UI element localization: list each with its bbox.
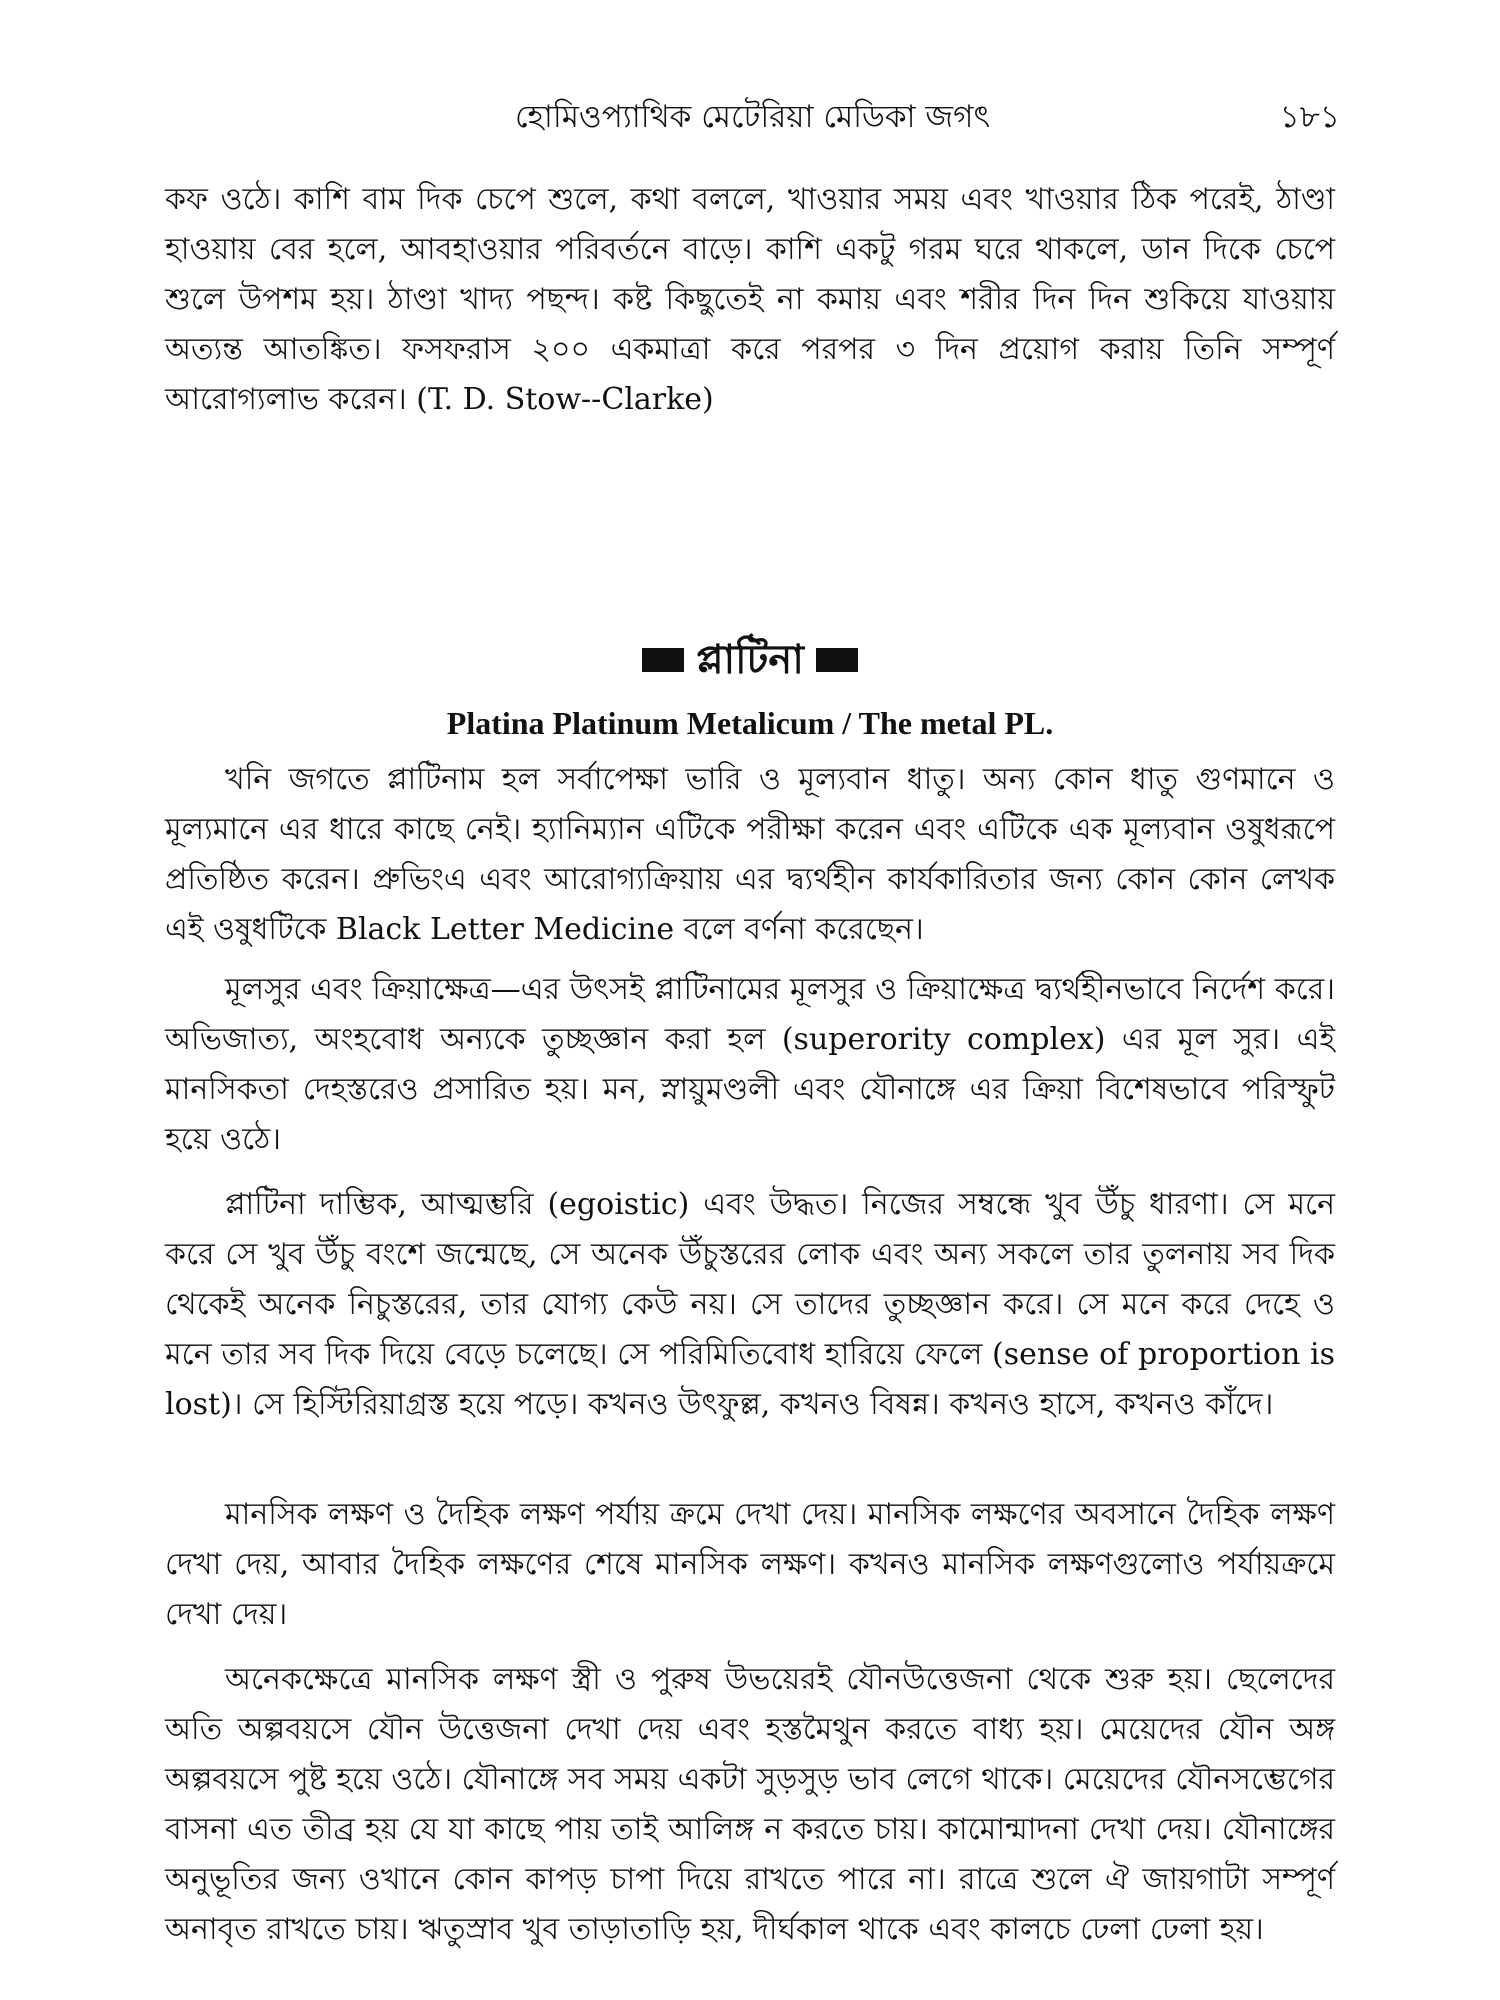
running-header	[165, 92, 1340, 142]
paragraph: খনি জগতে প্লাটিনাম হল সর্বাপেক্ষা ভারি ও মূল্যবান ধাতু। অন্য কোন ধাতু গুণমানে ও মূল্যমানে এর ধারে কাছে নেই। হ্যানিম্যান এটিকে পরীক্ষা করেন এবং এটিকে এক মূল্যবান ওষুধরূপে প্রতিষ্ঠিত করেন। প্রুভিংএ এবং আরোগ্যক্রিয়ায় এর দ্ব্যর্থহীন কার্যকারিতার জন্য কোন কোন লেখক এই ওষুধটিকে Black Letter Medicine বলে বর্ণনা করেছেন।	[165, 762, 1335, 947]
paragraph: মূলসুর এবং ক্রিয়াক্ষেত্র—এর উৎসই প্লাটিনামের মূলসুর ও ক্রিয়াক্ষেত্র দ্ব্যর্থহীনভাবে নির্দেশ করে। অভিজাত্য, অংহবোধ অন্যকে তুচ্ছজ্ঞান করা হল (superority complex) এর মূল সুর। এই মানসিকতা দেহস্তরেও প্রসারিত হয়। মন, স্নায়ুমণ্ডলী এবং যৌনাঙ্গে এর ক্রিয়া বিশেষভাবে পরিস্ফুট হয়ে ওঠে।	[165, 972, 1335, 1157]
running-title: হোমিওপ্যাথিক মেটেরিয়া মেডিকা জগৎ	[514, 99, 991, 135]
section-heading	[0, 630, 1500, 690]
section-subtitle: Platina Platinum Metalicum / The metal PL.	[446, 705, 1054, 741]
page-number: ১৮১	[1279, 99, 1340, 135]
paragraph: মানসিক লক্ষণ ও দৈহিক লক্ষণ পর্যায় ক্রমে দেখা দেয়। মানসিক লক্ষণের অবসানে দৈহিক লক্ষণ দেখা দেয়, আবার দৈহিক লক্ষণের শেষে মানসিক লক্ষণ। কখনও মানসিক লক্ষণগুলোও পর্যায়ক্রমে দেখা দেয়।	[165, 1497, 1335, 1632]
square-bullet-icon	[816, 648, 858, 672]
square-bullet-icon	[642, 648, 684, 672]
paragraph: অনেকক্ষেত্রে মানসিক লক্ষণ স্ত্রী ও পুরুষ উভয়েরই যৌনউত্তেজনা থেকে শুরু হয়। ছেলেদের অতি অল্পবয়সে যৌন উত্তেজনা দেখা দেয় এবং হস্তমৈথুন করতে বাধ্য হয়। মেয়েদের যৌন অঙ্গ অল্পবয়সে পুষ্ট হয়ে ওঠে। যৌনাঙ্গে সব সময় একটা সুড়সুড় ভাব লেগে থাকে। মেয়েদের যৌনসম্ভেগের বাসনা এত তীব্র হয় যে যা কাছে পায় তাই আলিঙ্গ ন করতে চায়। কামোন্মাদনা দেখা দেয়। যৌনাঙ্গের অনুভূতির জন্য ওখানে কোন কাপড় চাপা দিয়ে রাখতে পারে না। রাত্রে শুলে ঐ জায়গাটা সম্পূর্ণ অনাবৃত রাখতে চায়। ঋতুস্রাব খুব তাড়াতাড়ি হয়, দীর্ঘকাল থাকে এবং কালচে ঢেলা ঢেলা হয়।	[165, 1662, 1335, 1947]
paragraph: প্লাটিনা দাম্ভিক, আত্মম্ভরি (egoistic) এবং উদ্ধত। নিজের সম্বন্ধে খুব উঁচু ধারণা। সে মনে করে সে খুব উঁচু বংশে জন্মেছে, সে অনেক উঁচুস্তরের লোক এবং অন্য সকলে তার তুলনায় সব দিক থেকেই অনেক নিচুস্তরের, তার যোগ্য কেউ নয়। সে তাদের তুচ্ছজ্ঞান করে। সে মনে করে দেহে ও মনে তার সব দিক দিয়ে বেড়ে চলেছে। সে পরিমিতিবোধ হারিয়ে ফেলে (sense of proportion is lost)। সে হিস্টিরিয়াগ্রস্ত হয়ে পড়ে। কখনও উৎফুল্ল, কখনও বিষন্ন। কখনও হাসে, কখনও কাঁদে।	[165, 1187, 1335, 1422]
section-title: প্লাটিনা	[696, 636, 804, 683]
continued-paragraph: কফ ওঠে। কাশি বাম দিক চেপে শুলে, কথা বললে, খাওয়ার সময় এবং খাওয়ার ঠিক পরেই, ঠাণ্ডা হাওয়ায় বের হলে, আবহাওয়ার পরিবর্তনে বাড়ে। কাশি একটু গরম ঘরে থাকলে, ডান দিকে চেপে শুলে উপশম হয়। ঠাণ্ডা খাদ্য পছন্দ। কষ্ট কিছুতেই না কমায় এবং শরীর দিন দিন শুকিয়ে যাওয়ায় অত্যন্ত আতঙ্কিত। ফসফরাস ২০০ একমাত্রা করে পরপর ৩ দিন প্রয়োগ করায় তিনি সম্পূর্ণ আরোগ্যলাভ করেন। (T. D. Stow--Clarke)	[165, 182, 1335, 417]
